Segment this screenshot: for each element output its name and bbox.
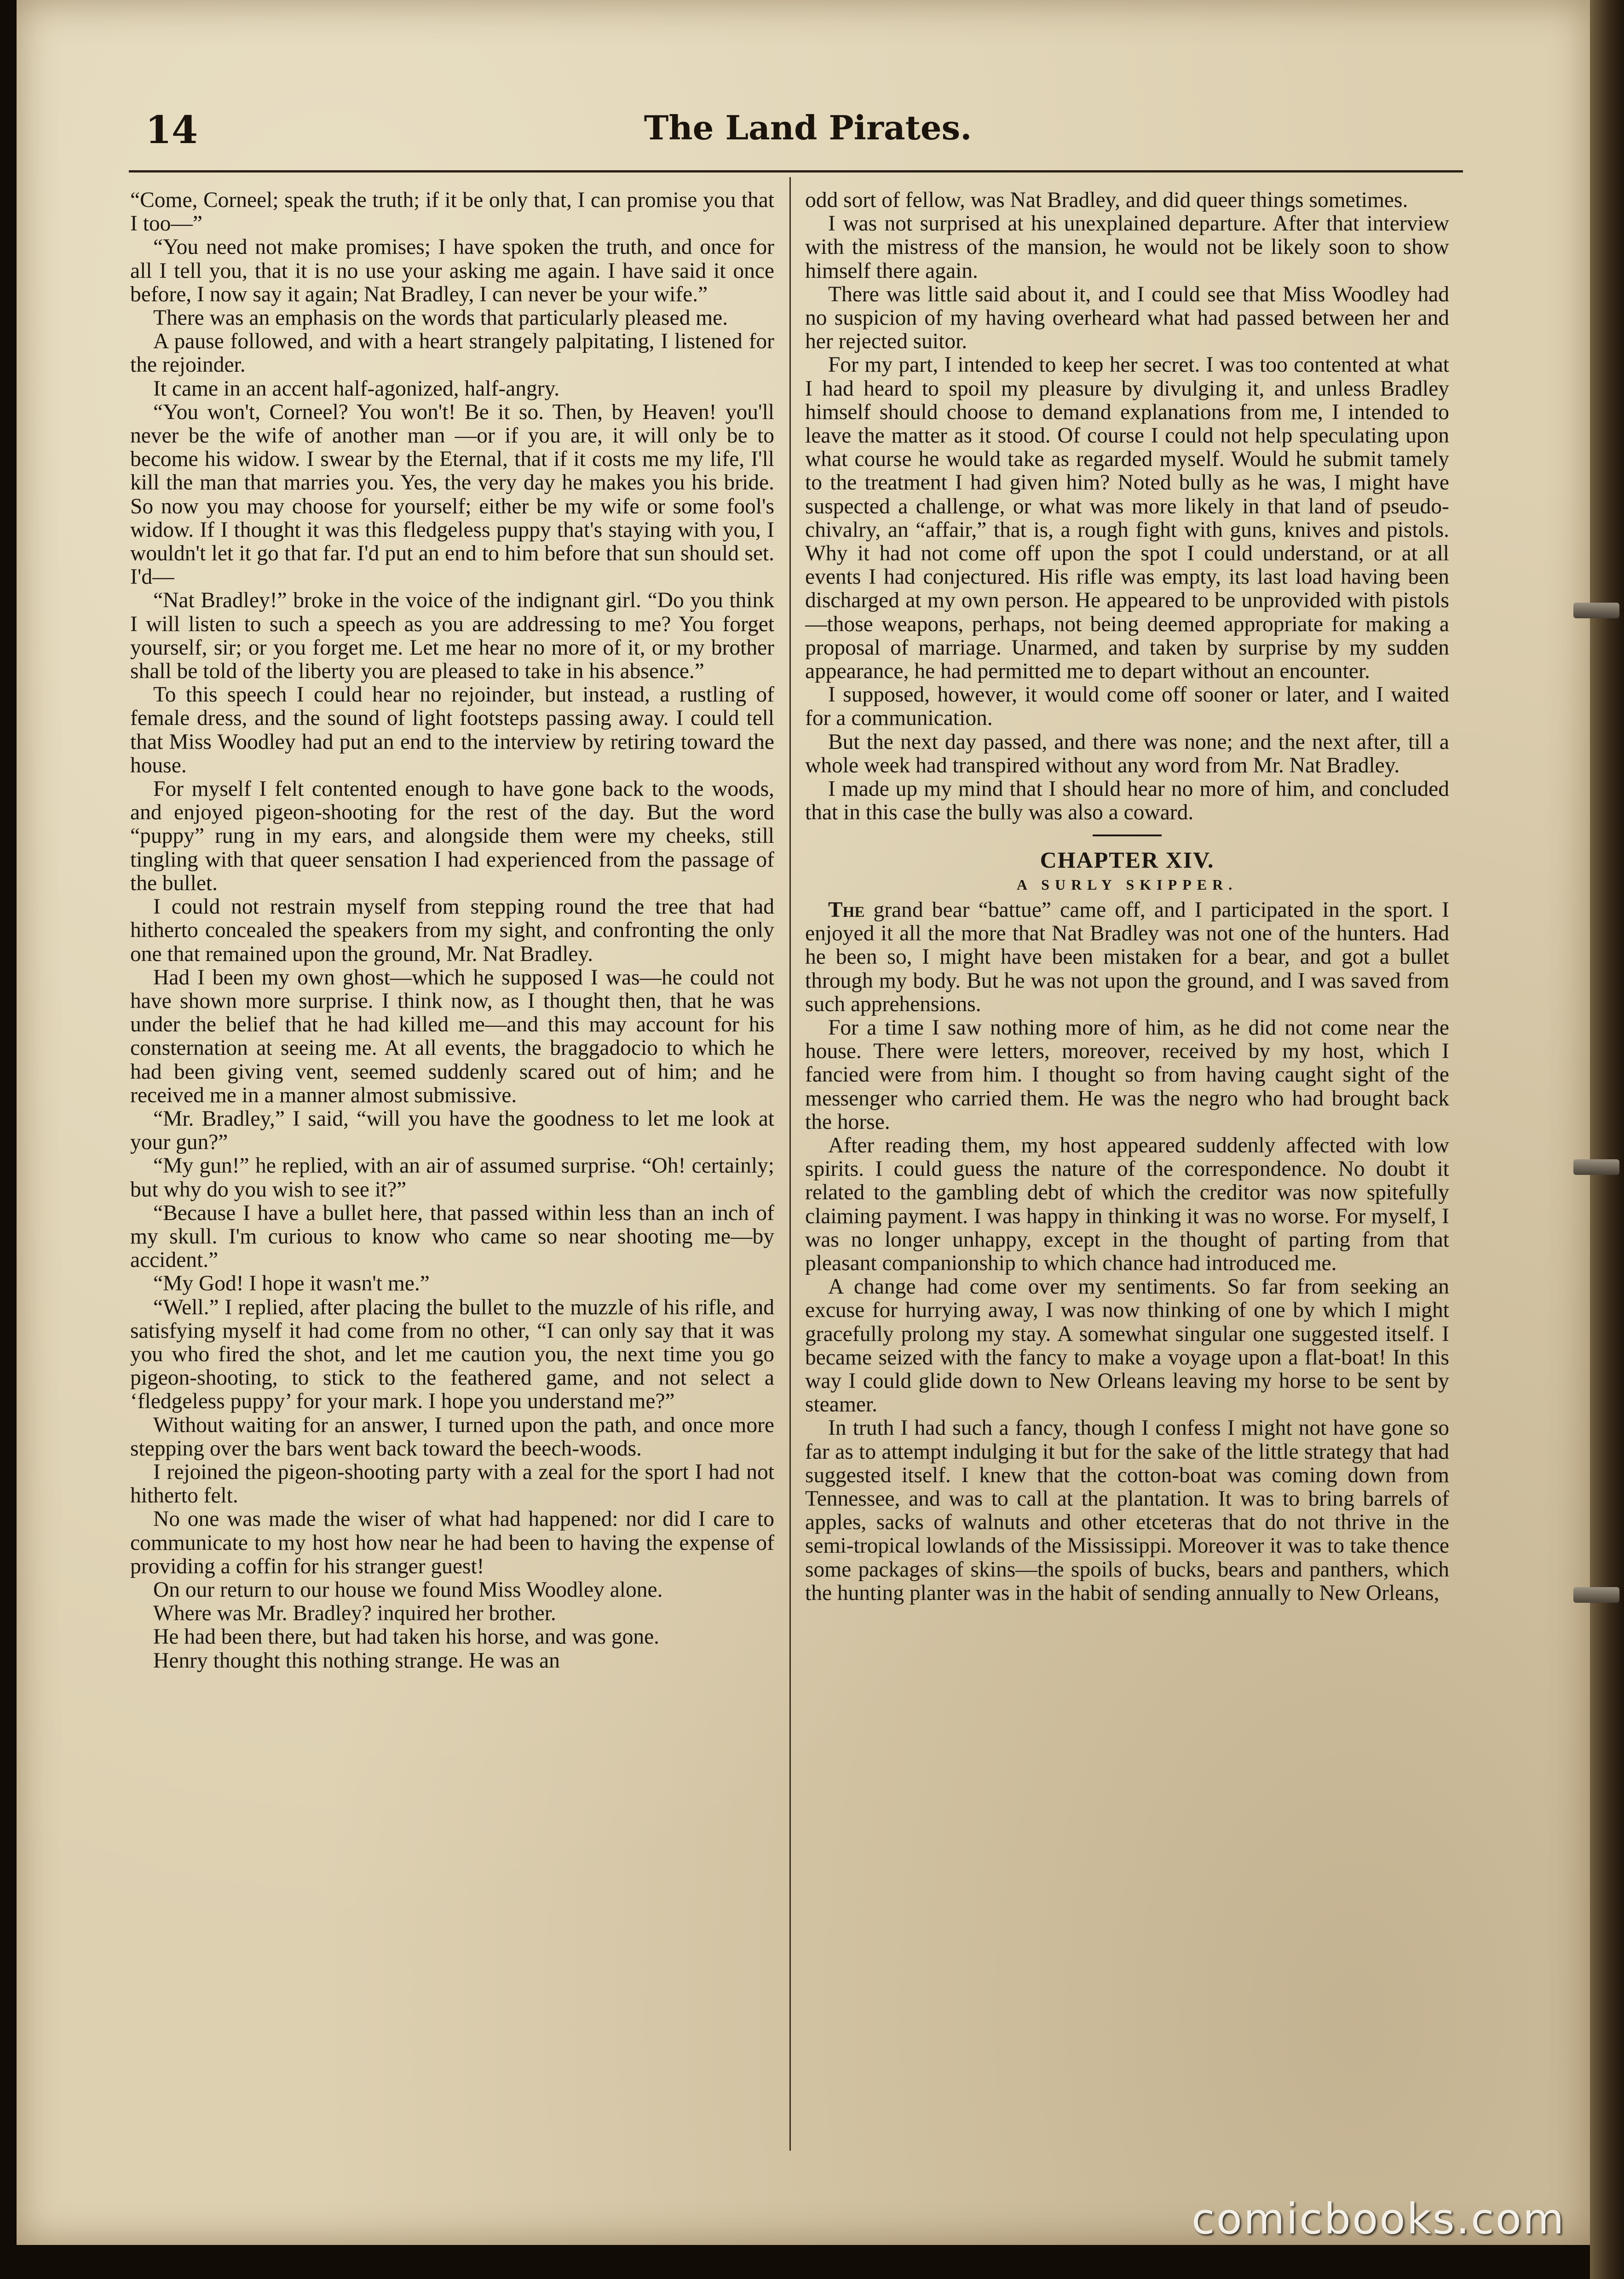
paragraph: There was little said about it, and I could see that Miss Woodley had no suspicion of my having overheard what had passed between her and her rejected suitor. <box>805 282 1449 354</box>
paragraph: He had been there, but had taken his horse, and was gone. <box>153 1625 660 1649</box>
binding-spine <box>1590 0 1624 2279</box>
paragraph: For my part, I intended to keep her secret. I was too contented at what I had heard to spoil my pleasure by divulging it, and unless Bradley himself should choose to demand explanations from me, I intended to leave the matter as it stood. Of course I could not help speculating upon what course he would take as regarded myself. Would he submit tamely to the treatment I had given him? Noted bully as he was, I might have suspected a challenge, or what was more likely in that land of pseudo-chivalry, an “affair,” that is, a rough fight with guns, knives and pistols. Why it had not come off upon the spot I could understand, or at all events I had conjectured. His rifle was empty, its last load having been discharged at my own person. He appeared to be unprovided with pistols—those weapons, perhaps, not being deemed appropriate for making a proposal of marriage. Unarmed, and taken by surprise by my sudden appearance, he had permitted me to depart without an encounter. <box>805 353 1449 684</box>
paragraph: “My gun!” he replied, with an air of assumed surprise. “Oh! certainly; but why do you wish to see it?” <box>130 1154 774 1202</box>
paragraph: I made up my mind that I should hear no more of him, and concluded that in this case the bully was also a coward. <box>805 777 1449 825</box>
paragraph: To this speech I could hear no rejoinder, but instead, a rustling of female dress, and the sound of light footsteps passing away. I could tell that Miss Woodley had put an end to the interview by retiring toward the house. <box>130 683 774 777</box>
paragraph: A pause followed, and with a heart strangely palpitating, I listened for the rejoinder. <box>130 329 774 377</box>
running-title: The Land Pirates. <box>644 108 972 147</box>
paragraph: “Mr. Bradley,” I said, “will you have the goodness to let me look at your gun?” <box>130 1106 774 1155</box>
paragraph: “Nat Bradley!” broke in the voice of the indignant girl. “Do you think I will listen to such a speech as you are addressing to me? You forget yourself, sir; or you forget me. Let me hear no more of it, or my brother shall be told of the liberty you are pleased to take in his absence.” <box>130 588 774 684</box>
paragraph: On our return to our house we found Miss Woodley alone. <box>153 1577 663 1602</box>
chapter-opening-paragraph <box>805 898 1449 1016</box>
paragraph: A change had come over my sentiments. So far from seeking an excuse for hurrying away, I was now thinking of one by which I might gracefully prolong my stay. A somewhat singular one suggested itself. I became seized with the fancy to make a voyage upon a flat-boat! In this way I could glide down to New Orleans leaving my horse to be sent by steamer. <box>805 1275 1449 1417</box>
section-rule <box>1093 834 1162 836</box>
chapter-opening-text: grand bear “battue” came off, and I participated in the sport. I enjoyed it all the more that Nat Bradley was not one of the hunters. Had he been so, I might have been mistaken for a bear, and got a bullet through my body. But he was not upon the ground, and I was saved from such apprehensions. <box>805 898 1449 1016</box>
paragraph: I supposed, however, it would come off sooner or later, and I waited for a communication. <box>805 683 1449 731</box>
paragraph: I was not surprised at his unexplained departure. After that interview with the mistress of the mansion, he would not be likely soon to show himself there again. <box>805 212 1449 283</box>
paragraph: I rejoined the pigeon-shooting party with a zeal for the sport I had not hitherto felt. <box>130 1460 774 1508</box>
paragraph: “You need not make promises; I have spoken the truth, and once for all I tell you, that it is no use your asking me again. I have said it once before, I now say it again; Nat Bradley, I can never be your wife.” <box>130 235 774 306</box>
paragraph: odd sort of fellow, was Nat Bradley, and did queer things sometimes. <box>805 189 1408 212</box>
chapter-title: CHAPTER XIV. <box>1040 847 1215 873</box>
paragraph: In truth I had such a fancy, though I confess I might not have gone so far as to attempt indulging it but for the sake of the little strategy that had suggested itself. I knew that the cotton-boat was coming down from Tennessee, and was to call at the plantation. It was to bring barrels of apples, sacks of walnuts and other etceteras that do not thrive in the semi-tropical lowlands of the Mississippi. Moreover it was to take thence some packages of skins—the spoils of bucks, bears and panthers, which the hunting planter was in the habit of sending annually to New Orleans, <box>805 1416 1449 1605</box>
paragraph: “Because I have a bullet here, that passed within less than an inch of my skull. I'm curious to know who came so near shooting me—by accident.” <box>130 1201 774 1272</box>
paragraph: “My God! I hope it wasn't me.” <box>153 1272 430 1296</box>
paragraph: Without waiting for an answer, I turned upon the path, and once more stepping over the bars went back toward the beech-woods. <box>130 1413 774 1461</box>
paragraph: For a time I saw nothing more of him, as he did not come near the house. There were letters, moreover, received by my host, which I fancied were from him. I thought so from having caught sight of the messenger who carried them. He was the negro who had brought back the horse. <box>805 1015 1449 1134</box>
watermark: comicbooks.com <box>1192 2194 1566 2244</box>
staple <box>1573 1159 1619 1175</box>
paragraph: There was an emphasis on the words that particularly pleased me. <box>153 306 728 330</box>
chapter-first-word: The <box>828 898 865 922</box>
page-header <box>118 108 1498 163</box>
paragraph: But the next day passed, and there was none; and the next after, till a whole week had transpired without any word from Mr. Nat Bradley. <box>805 730 1449 777</box>
left-column <box>130 189 774 2158</box>
paragraph: After reading them, my host appeared suddenly affected with low spirits. I could guess the nature of the correspondence. No doubt it related to the gambling debt of which the creditor was now spitefully claiming payment. I was happy in thinking it was no worse. For myself, I was no longer unhappy, except in the thought of parting from that pleasant companionship to which chance had introduced me. <box>805 1133 1449 1275</box>
paragraph: Henry thought this nothing strange. He was an <box>153 1648 560 1673</box>
paragraph: “Well.” I replied, after placing the bullet to the muzzle of his rifle, and satisfying myself it had come from no other, “I can only say that it was you who fired the shot, and let me caution you, the next time you go pigeon-shooting, to stick to the feathered game, and not select a ‘fledgeless puppy’ for your mark. I hope you understand me?” <box>130 1295 774 1414</box>
right-column <box>805 189 1449 2158</box>
paragraph: “Come, Corneel; speak the truth; if it be only that, I can promise you that I too—” <box>130 189 774 236</box>
paragraph: It came in an accent half-agonized, half-angry. <box>153 376 560 401</box>
paragraph: I could not restrain myself from stepping round the tree that had hitherto concealed the speakers from my sight, and confronting the only one that remained upon the ground, Mr. Nat Bradley. <box>130 895 774 966</box>
paragraph: Had I been my own ghost—which he supposed I was—he could not have shown more surprise. I think now, as I thought then, that he was under the belief that he had killed me—and this may account for his consternation at seeing me. At all events, the braggadocio to which he had been giving vent, seemed suddenly scared out of him; and he received me in a manner almost submissive. <box>130 965 774 1107</box>
paragraph: For myself I felt contented enough to have gone back to the woods, and enjoyed pigeon-shooting for the rest of the day. But the word “puppy” rung in my ears, and alongside them were my cheeks, still tingling with that queer sensation I had experienced from the passage of the bullet. <box>130 777 774 895</box>
staple <box>1573 1587 1619 1603</box>
paragraph: No one was made the wiser of what had happened: nor did I care to communicate to my host how near he had been to having the expense of providing a coffin for his stranger guest! <box>130 1507 774 1578</box>
column-divider <box>789 177 791 2151</box>
header-rule <box>129 170 1463 173</box>
paragraph: Where was Mr. Bradley? inquired her brother. <box>153 1601 556 1626</box>
staple <box>1573 603 1619 618</box>
page-number: 14 <box>145 108 198 152</box>
paragraph: “You won't, Corneel? You won't! Be it so. Then, by Heaven! you'll never be the wife of another man —or if you are, it will only be to become his widow. I swear by the Eternal, that if it costs me my life, I'll kill the man that marries you. Yes, the very day he makes you his bride. So now you may choose for yourself; either be my wife or some fool's widow. If I thought it was this fledgeless puppy that's staying with you, I wouldn't let it go that far. I'd put an end to him before that sun should set. I'd— <box>130 400 774 589</box>
chapter-subtitle: A SURLY SKIPPER. <box>1016 876 1238 893</box>
